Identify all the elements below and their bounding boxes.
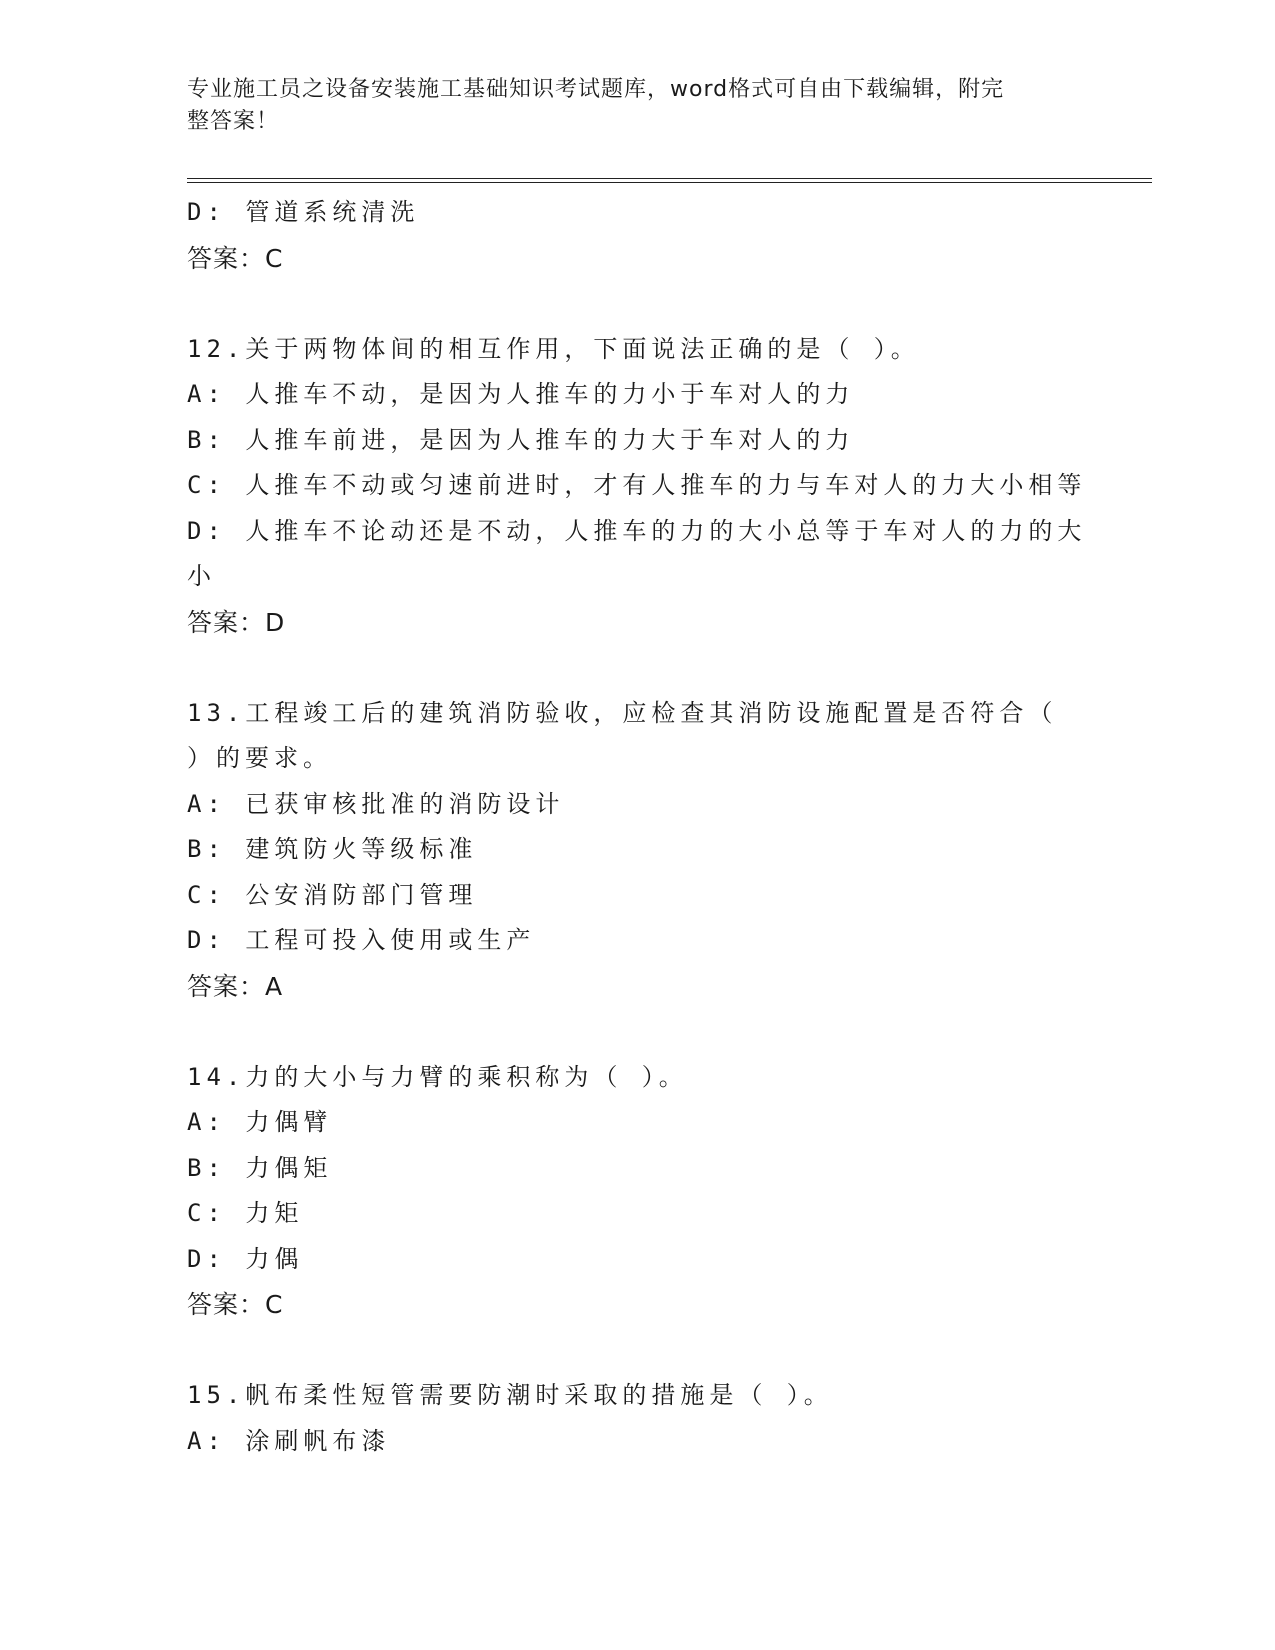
question-list	[187, 190, 1152, 1464]
option-a: A: 已获审核批准的消防设计	[187, 789, 565, 818]
option-b: B: 人推车前进，是因为人推车的力大于车对人的力	[187, 425, 855, 454]
question-stem: 13.工程竣工后的建筑消防验收，应检查其消防设施配置是否符合（	[187, 698, 1058, 727]
spacer	[187, 281, 1152, 327]
option-b: B: 建筑防火等级标准	[187, 835, 478, 863]
option-c: C: 人推车不动或匀速前进时，才有人推车的力与车对人的力大小相等	[187, 471, 1087, 499]
question-14	[187, 1055, 1152, 1328]
question-11-tail	[187, 190, 1152, 281]
option-c: C: 公安消防部门管理	[187, 880, 478, 909]
option-a: A: 涂刷帆布漆	[187, 1426, 391, 1455]
question-stem: 15.帆布柔性短管需要防潮时采取的措施是（ ）。	[187, 1381, 833, 1409]
option-d: D: 管道系统清洗	[187, 198, 420, 226]
question-15	[187, 1373, 1152, 1464]
header-line-1: 专业施工员之设备安装施工基础知识考试题库，word格式可自由下载编辑，附完	[187, 77, 1005, 102]
header-line-2: 整答案！	[187, 109, 280, 134]
question-stem: 12.关于两物体间的相互作用，下面说法正确的是（ ）。	[187, 334, 920, 363]
answer-line: 答案：C	[187, 1290, 284, 1319]
option-d-continued: 小	[187, 562, 216, 590]
question-stem-continued: ）的要求。	[187, 744, 332, 772]
spacer	[187, 1009, 1152, 1055]
option-d: D: 力偶	[187, 1244, 304, 1273]
option-b: B: 力偶矩	[187, 1153, 333, 1182]
header-double-rule	[187, 178, 1152, 183]
option-a: A: 人推车不动，是因为人推车的力小于车对人的力	[187, 380, 855, 408]
option-a: A: 力偶臂	[187, 1108, 333, 1136]
question-stem: 14.力的大小与力臂的乘积称为（ ）。	[187, 1062, 688, 1091]
answer-line: 答案：A	[187, 971, 284, 1001]
spacer	[187, 1328, 1152, 1374]
document-header	[187, 74, 1067, 138]
option-d: D: 工程可投入使用或生产	[187, 926, 536, 954]
answer-line: 答案：D	[187, 607, 286, 637]
question-13	[187, 691, 1152, 1010]
answer-line: 答案：C	[187, 243, 284, 273]
spacer	[187, 645, 1152, 691]
question-12	[187, 327, 1152, 646]
option-c: C: 力矩	[187, 1199, 304, 1227]
option-d: D: 人推车不论动还是不动，人推车的力的大小总等于车对人的力的大	[187, 516, 1087, 545]
